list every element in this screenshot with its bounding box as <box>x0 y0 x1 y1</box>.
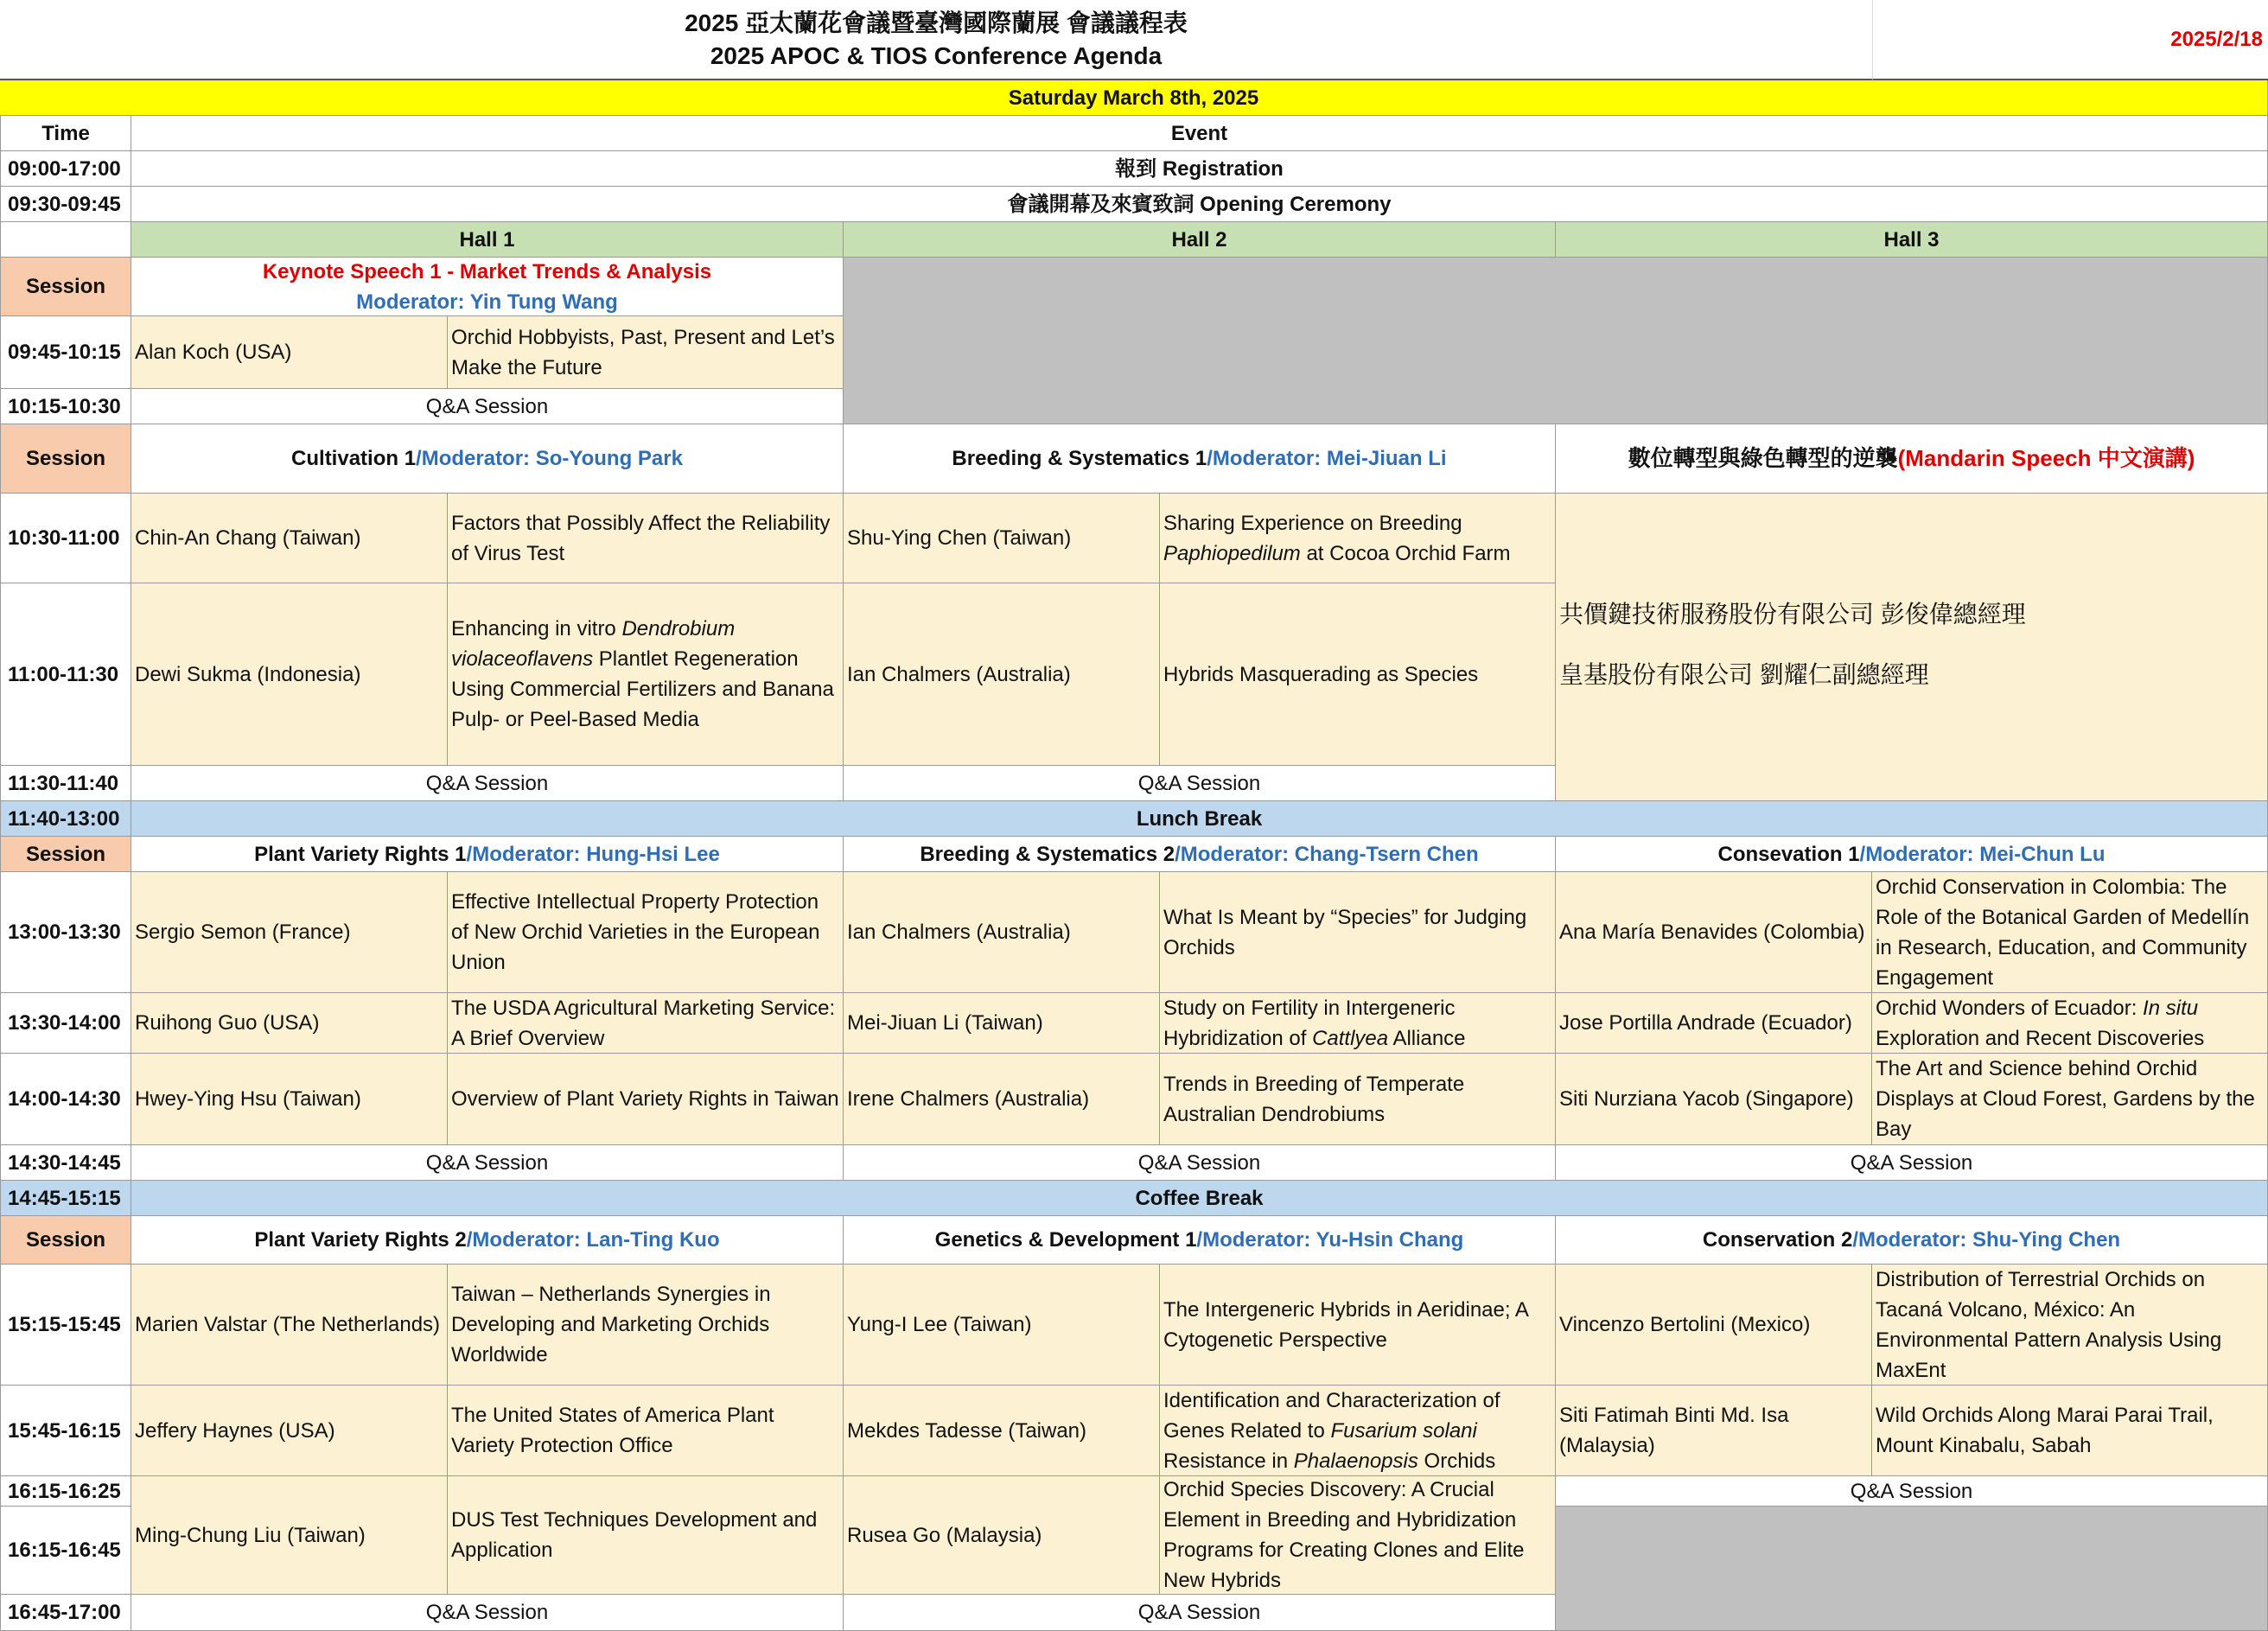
speaker-name: Siti Nurziana Yacob (Singapore) <box>1556 1054 1872 1145</box>
talk-topic-text <box>1163 993 1551 1054</box>
session-title: Plant Variety Rights 2 <box>254 1228 467 1252</box>
keynote-qa: Q&A Session <box>131 389 844 424</box>
hall3-mandarin-speakers <box>1556 494 2268 801</box>
session-title: Plant Variety Rights 1 <box>254 842 467 866</box>
talk-topic: Orchid Species Discovery: A Crucial Element in Breeding and Hybridization Programs for Creating Clones and Elite New Hybrids <box>1160 1476 1556 1595</box>
mandarin-speaker: 皇基股份有限公司 劉耀仁副總經理 <box>1559 661 1929 688</box>
qa-session: Q&A Session <box>131 766 844 801</box>
session-title: Genetics & Development 1 <box>934 1228 1197 1252</box>
talk-topic-text <box>1163 508 1551 569</box>
talk-topic: Distribution of Terrestrial Orchids on Tacaná Volcano, México: An Environmental Pattern Analysis Using MaxEnt <box>1872 1265 2268 1386</box>
topic-fragment: at Cocoa Orchid Farm <box>1300 541 1511 565</box>
italic-term: In situ <box>2143 996 2199 1020</box>
block3-hall1-session <box>131 1216 844 1265</box>
session-moderator: /Moderator: So-Young Park <box>416 447 683 470</box>
talk-topic: DUS Test Techniques Development and Application <box>448 1476 844 1595</box>
hall-3-header: Hall 3 <box>1556 222 2268 258</box>
session-moderator: /Moderator: Shu-Ying Chen <box>1852 1228 2121 1252</box>
talk-topic: Overview of Plant Variety Rights in Taiwan <box>448 1054 844 1145</box>
block3-hall3-session <box>1556 1216 2268 1265</box>
speaker-name: Shu-Ying Chen (Taiwan) <box>844 494 1160 583</box>
speaker-name: Yung-I Lee (Taiwan) <box>844 1265 1160 1386</box>
topic-fragment: Enhancing in vitro <box>451 617 622 640</box>
day-banner: Saturday March 8th, 2025 <box>0 80 2268 116</box>
session-label: Session <box>0 1216 131 1265</box>
opening-label: 會議開幕及來賓致詞 Opening Ceremony <box>131 187 2268 222</box>
italic-term: Dendrobium violaceoflavens <box>451 617 736 671</box>
talk-topic: Orchid Conservation in Colombia: The Role of the Botanical Garden of Medellín in Research, Education, and Community Engagement <box>1872 872 2268 993</box>
qa-time: 16:15-16:25 <box>0 1476 131 1507</box>
event-column-header: Event <box>131 116 2268 151</box>
slot-time: 13:30-14:00 <box>0 993 131 1054</box>
block1-hall3-session <box>1556 424 2268 494</box>
session-title: Consevation 1 <box>1717 842 1860 866</box>
mandarin-speaker: 共價鍵技術服務股份有限公司 彭俊偉總經理 <box>1559 601 2026 628</box>
registration-label: 報到 Registration <box>131 151 2268 187</box>
speaker-name: Ruihong Guo (USA) <box>131 993 448 1054</box>
talk-topic-text <box>451 614 839 735</box>
qa-session: Q&A Session <box>131 1595 844 1631</box>
block3-hall2-session <box>844 1216 1556 1265</box>
block1-hall1-session <box>131 424 844 494</box>
lunch-break: Lunch Break <box>131 801 2268 837</box>
session-moderator: /Moderator: Mei-Chun Lu <box>1859 842 2106 866</box>
speaker-name: Ian Chalmers (Australia) <box>844 872 1160 993</box>
qa-session: Q&A Session <box>844 1595 1556 1631</box>
speaker-name: Ming-Chung Liu (Taiwan) <box>131 1476 448 1595</box>
block2-hall2-session <box>844 837 1556 872</box>
speaker-name: Jose Portilla Andrade (Ecuador) <box>1556 993 1872 1054</box>
qa-time: 16:45-17:00 <box>0 1595 131 1631</box>
keynote-topic: Orchid Hobbyists, Past, Present and Let’s Make the Future <box>448 316 844 389</box>
topic-fragment: Alliance <box>1388 1026 1466 1050</box>
slot-time: 16:15-16:45 <box>0 1507 131 1595</box>
speaker-name: Chin-An Chang (Taiwan) <box>131 494 448 583</box>
topic-fragment: Study on Fertility in Intergeneric Hybridization of <box>1163 996 1456 1050</box>
talk-topic: The Intergeneric Hybrids in Aeridinae; A Cytogenetic Perspective <box>1160 1265 1556 1386</box>
qa-session: Q&A Session <box>1556 1145 2268 1181</box>
session-moderator: /Moderator: Mei-Jiuan Li <box>1207 447 1447 470</box>
speaker-name: Rusea Go (Malaysia) <box>844 1476 1160 1595</box>
speaker-name: Ian Chalmers (Australia) <box>844 583 1160 766</box>
hall-2-header: Hall 2 <box>844 222 1556 258</box>
speaker-name: Ana María Benavides (Colombia) <box>1556 872 1872 993</box>
empty-grey-area <box>1556 1507 2268 1631</box>
page-title <box>0 0 1872 80</box>
qa-session: Q&A Session <box>844 1145 1556 1181</box>
qa-session: Q&A Session <box>1556 1476 2268 1507</box>
lunch-time: 11:40-13:00 <box>0 801 131 837</box>
qa-time: 11:30-11:40 <box>0 766 131 801</box>
coffee-break: Coffee Break <box>131 1181 2268 1216</box>
speaker-name: Irene Chalmers (Australia) <box>844 1054 1160 1145</box>
empty-grey-area <box>844 258 2268 424</box>
session-moderator: /Moderator: Chang-Tsern Chen <box>1175 842 1479 866</box>
topic-fragment: Plantlet Regeneration Using Commercial Fertilizers and Banana Pulp- or Peel-Based Media <box>451 647 834 731</box>
talk-topic: The Art and Science behind Orchid Displays at Cloud Forest, Gardens by the Bay <box>1872 1054 2268 1145</box>
slot-time: 15:15-15:45 <box>0 1265 131 1386</box>
session-title: Conservation 2 <box>1702 1228 1853 1252</box>
topic-fragment: Exploration and Recent Discoveries <box>1876 1026 2205 1050</box>
speaker-name: Hwey-Ying Hsu (Taiwan) <box>131 1054 448 1145</box>
opening-time: 09:30-09:45 <box>0 187 131 222</box>
talk-topic: Trends in Breeding of Temperate Australian Dendrobiums <box>1160 1054 1556 1145</box>
session-label: Session <box>0 258 131 316</box>
slot-time: 10:30-11:00 <box>0 494 131 583</box>
session-moderator: /Moderator: Hung-Hsi Lee <box>466 842 720 866</box>
session-moderator: /Moderator: Lan-Ting Kuo <box>466 1228 720 1252</box>
speaker-name: Marien Valstar (The Netherlands) <box>131 1265 448 1386</box>
topic-fragment: Orchid Wonders of Ecuador: <box>1876 996 2144 1020</box>
keynote-header <box>131 258 844 316</box>
speaker-name: Dewi Sukma (Indonesia) <box>131 583 448 766</box>
block2-hall3-session <box>1556 837 2268 872</box>
speaker-name: Sergio Semon (France) <box>131 872 448 993</box>
italic-term: Cattlyea <box>1312 1026 1389 1050</box>
talk-topic <box>1872 993 2268 1054</box>
speaker-name: Siti Fatimah Binti Md. Isa (Malaysia) <box>1556 1386 1872 1476</box>
registration-time: 09:00-17:00 <box>0 151 131 187</box>
slot-time: 11:00-11:30 <box>0 583 131 766</box>
session-title: Cultivation 1 <box>291 447 417 470</box>
block2-hall1-session <box>131 837 844 872</box>
title-english: 2025 APOC & TIOS Conference Agenda <box>710 41 1163 69</box>
talk-topic <box>1160 1386 1556 1476</box>
session-label: Session <box>0 424 131 494</box>
italic-term: Phalaenopsis <box>1293 1449 1418 1473</box>
talk-topic <box>1160 993 1556 1054</box>
session-title: 數位轉型與綠色轉型的逆襲 <box>1628 445 1898 471</box>
talk-topic-text <box>1876 993 2264 1054</box>
talk-topic: Hybrids Masquerading as Species <box>1160 583 1556 766</box>
session-title: Breeding & Systematics 1 <box>952 447 1207 470</box>
keynote-moderator: Moderator: Yin Tung Wang <box>356 290 618 314</box>
qa-time: 14:30-14:45 <box>0 1145 131 1181</box>
block1-hall2-session <box>844 424 1556 494</box>
speaker-name: Vincenzo Bertolini (Mexico) <box>1556 1265 1872 1386</box>
talk-topic-text <box>1163 1386 1551 1476</box>
qa-session: Q&A Session <box>131 1145 844 1181</box>
talk-topic: Wild Orchids Along Marai Parai Trail, Mount Kinabalu, Sabah <box>1872 1386 2268 1476</box>
talk-topic <box>1160 494 1556 583</box>
topic-fragment: Orchids <box>1418 1449 1496 1473</box>
session-note: (Mandarin Speech 中文演講) <box>1897 445 2195 471</box>
speaker-name: Mekdes Tadesse (Taiwan) <box>844 1386 1160 1476</box>
speaker-name: Mei-Jiuan Li (Taiwan) <box>844 993 1160 1054</box>
talk-topic: Factors that Possibly Affect the Reliability of Virus Test <box>448 494 844 583</box>
italic-term: Fusarium solani <box>1330 1418 1477 1443</box>
qa-session: Q&A Session <box>844 766 1556 801</box>
talk-topic: Effective Intellectual Property Protection of New Orchid Varieties in the European Union <box>448 872 844 993</box>
keynote-qa-time: 10:15-10:30 <box>0 389 131 424</box>
talk-topic: What Is Meant by “Species” for Judging Orchids <box>1160 872 1556 993</box>
revision-date: 2025/2/18 <box>1872 0 2268 80</box>
keynote-title: Keynote Speech 1 - Market Trends & Analysis <box>262 259 712 284</box>
coffee-time: 14:45-15:15 <box>0 1181 131 1216</box>
topic-fragment: Sharing Experience on Breeding <box>1163 511 1462 535</box>
keynote-time: 09:45-10:15 <box>0 316 131 389</box>
session-moderator: /Moderator: Yu-Hsin Chang <box>1196 1228 1464 1252</box>
topic-fragment: Resistance in <box>1163 1449 1294 1473</box>
keynote-speaker: Alan Koch (USA) <box>131 316 448 389</box>
talk-topic: Taiwan – Netherlands Synergies in Developing and Marketing Orchids Worldwide <box>448 1265 844 1386</box>
hall-header-spacer <box>0 222 131 258</box>
italic-term: Paphiopedilum <box>1163 541 1301 565</box>
topic-fragment: Identification and Characterization of Genes Related to <box>1163 1388 1500 1443</box>
speaker-name: Jeffery Haynes (USA) <box>131 1386 448 1476</box>
slot-time: 13:00-13:30 <box>0 872 131 993</box>
title-chinese: 2025 亞太蘭花會議暨臺灣國際蘭展 會議議程表 <box>685 9 1188 36</box>
slot-time: 15:45-16:15 <box>0 1386 131 1476</box>
talk-topic: The USDA Agricultural Marketing Service: A Brief Overview <box>448 993 844 1054</box>
talk-topic: The United States of America Plant Variety Protection Office <box>448 1386 844 1476</box>
slot-time: 14:00-14:30 <box>0 1054 131 1145</box>
session-label: Session <box>0 837 131 872</box>
session-title: Breeding & Systematics 2 <box>920 842 1175 866</box>
time-column-header: Time <box>0 116 131 151</box>
talk-topic <box>448 583 844 766</box>
hall-1-header: Hall 1 <box>131 222 844 258</box>
